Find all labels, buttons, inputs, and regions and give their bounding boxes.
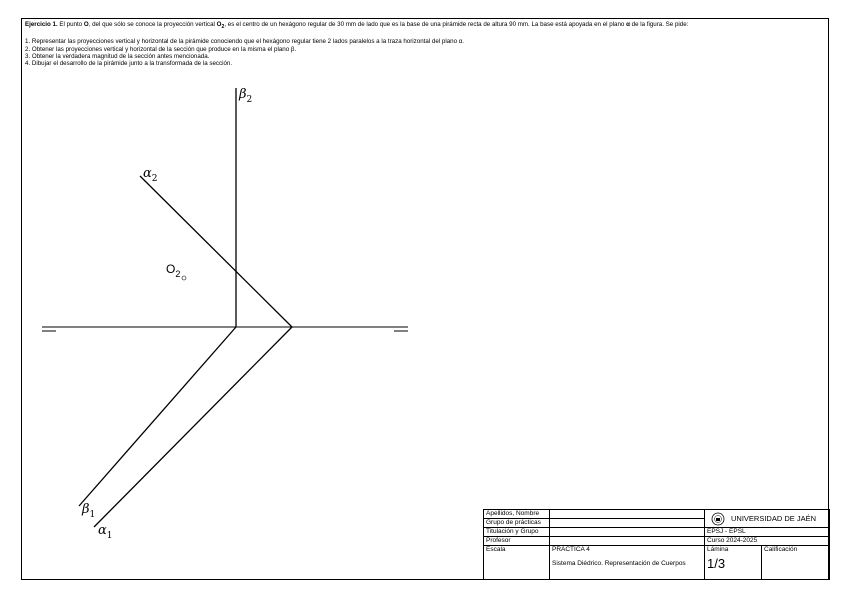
alpha2-label: $\alpha_2$ [143, 166, 158, 184]
point-o2-label: $O_2$ [166, 262, 181, 279]
point-name: O [83, 21, 89, 28]
alpha2-vertical-trace [140, 176, 292, 327]
task-item-1: 1. Representar las proyecciones vertical y horizontal de la pirámide conociendo que el hexágono regular tiene 2 lados paralelos a la traza horizontal del plano α. [25, 38, 465, 46]
apellidos-label: Apellidos, Nombre [484, 510, 550, 519]
calificacion-cell[interactable] [762, 546, 830, 580]
grupo-value[interactable] [550, 519, 705, 528]
lamina-label: Lámina [707, 546, 729, 553]
university-name: UNIVERSIDAD DE JAÉN [731, 513, 817, 523]
grupo-label: Grupo de prácticas [484, 519, 550, 528]
intro-text-b: , del que sólo se conoce la proyección vertical [88, 21, 217, 28]
apellidos-value[interactable] [550, 510, 705, 519]
profesor-value[interactable] [550, 537, 705, 546]
lamina-cell [705, 546, 762, 580]
plane-alpha-symbol: α [626, 21, 630, 28]
exercise-number: Ejercicio 1. [25, 21, 58, 28]
titulacion-label: Titulación y Grupo [484, 528, 550, 537]
titulacion-value[interactable] [550, 528, 705, 537]
school-name: EPSJ - EPSL [705, 528, 830, 537]
task-item-3: 3. Obtener la verdadera magnitud de la sección antes mencionada. [25, 52, 210, 60]
university-header [705, 510, 830, 528]
alpha1-label: $\alpha_1$ [98, 523, 113, 541]
intro-text-a: El punto [57, 21, 84, 28]
alpha1-horizontal-trace [94, 327, 292, 527]
task-item-4: 4. Dibujar el desarrollo de la pirámide junto a la transformada de la sección. [25, 60, 233, 68]
calificacion-label: Calificación [764, 546, 798, 553]
beta2-label: $\beta_2$ [239, 87, 253, 105]
task-item-2: 2. Obtener las proyecciones vertical y horizontal de la sección que produce en la misma el plano β. [25, 45, 297, 53]
intro-text-c: , es el centro de un hexágono regular de 30 mm de lado que es la base de una pirámide recta de altura 90 mm. La base está apoyada en el plano [224, 21, 627, 28]
profesor-label: Profesor [484, 537, 550, 546]
subject-title: Sistema Diédrico. Representación de Cuerpos [552, 560, 686, 567]
point-o2-marker [182, 276, 186, 280]
university-seal-icon [711, 512, 725, 526]
intro-text-d: de la figura. Se pide: [629, 21, 689, 28]
course-year: Curso 2024-2025 [705, 537, 830, 546]
beta1-horizontal-trace [79, 327, 236, 506]
escala-label: Escala [484, 546, 550, 580]
beta1-label: $\beta_1$ [82, 502, 96, 520]
point-projection: $O_2$ [216, 21, 225, 31]
lamina-value: 1/3 [707, 556, 726, 571]
title-block [483, 509, 829, 580]
practice-title: PRÁCTICA 4 [552, 546, 590, 553]
practice-info [550, 546, 705, 580]
